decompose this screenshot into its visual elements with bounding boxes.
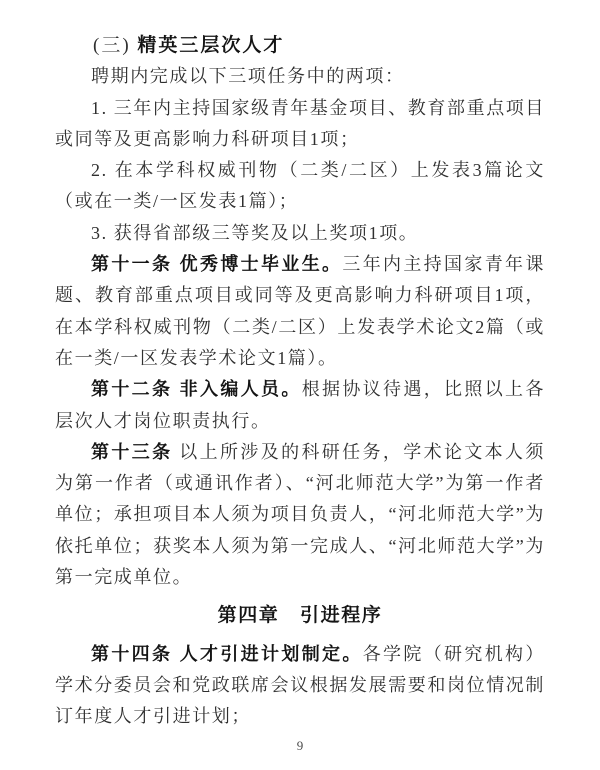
- bold-run: 精英三层次人才: [137, 35, 285, 56]
- paragraph: [55, 374, 545, 437]
- text-run: 3. 获得省部级三等奖及以上奖项1项。: [91, 222, 419, 243]
- text-run: 各学院（研究机构）学术分委员会和党政联席会议根据发展需要和岗位情况制订年度人才引进计划；: [55, 643, 545, 727]
- paragraph: [55, 61, 545, 92]
- text-run: 2. 在本学科权威刊物（二类/二区）上发表3篇论文（或在一类/一区发表1篇）；: [55, 160, 545, 212]
- section-subheading: [55, 30, 545, 61]
- bold-run: 第十一条 优秀博士毕业生。: [91, 254, 343, 275]
- paragraph: [55, 639, 545, 733]
- paragraph: [55, 155, 545, 218]
- text-run: 1. 三年内主持国家级青年基金项目、教育部重点项目或同等及更高影响力科研项目1项；: [55, 97, 545, 149]
- paragraph: [55, 218, 545, 249]
- chapter-heading: [55, 600, 545, 631]
- text-run: 三年内主持国家青年课题、教育部重点项目或同等及更高影响力科研项目1项，在本学科权威刊物（二类/二区）上发表学术论文2篇（或在一类/一区发表学术论文1篇）。: [55, 254, 545, 368]
- text-run: 以上所涉及的科研任务，学术论文本人须为第一作者（或通讯作者）、“河北师范大学”为第一作者单位；承担项目本人须为项目负责人，“河北师范大学”为依托单位；获奖本人须为第一完成人、“河北师范大学”为第一完成单位。: [55, 441, 545, 588]
- text-run: 根据协议待遇，比照以上各层次人才岗位职责执行。: [55, 379, 545, 431]
- bold-run: 第四章 引进程序: [217, 605, 383, 627]
- paragraph: [55, 437, 545, 593]
- bold-run: 第十四条 人才引进计划制定。: [91, 643, 363, 664]
- paragraph: [55, 93, 545, 156]
- bold-run: 第十二条 非入编人员。: [91, 379, 302, 400]
- text-run: (三): [93, 35, 138, 56]
- paragraph: [55, 249, 545, 374]
- document-body: [55, 30, 545, 733]
- text-run: 聘期内完成以下三项任务中的两项：: [91, 66, 405, 87]
- page-number: 9: [296, 738, 304, 753]
- bold-run: 第十三条: [91, 441, 173, 462]
